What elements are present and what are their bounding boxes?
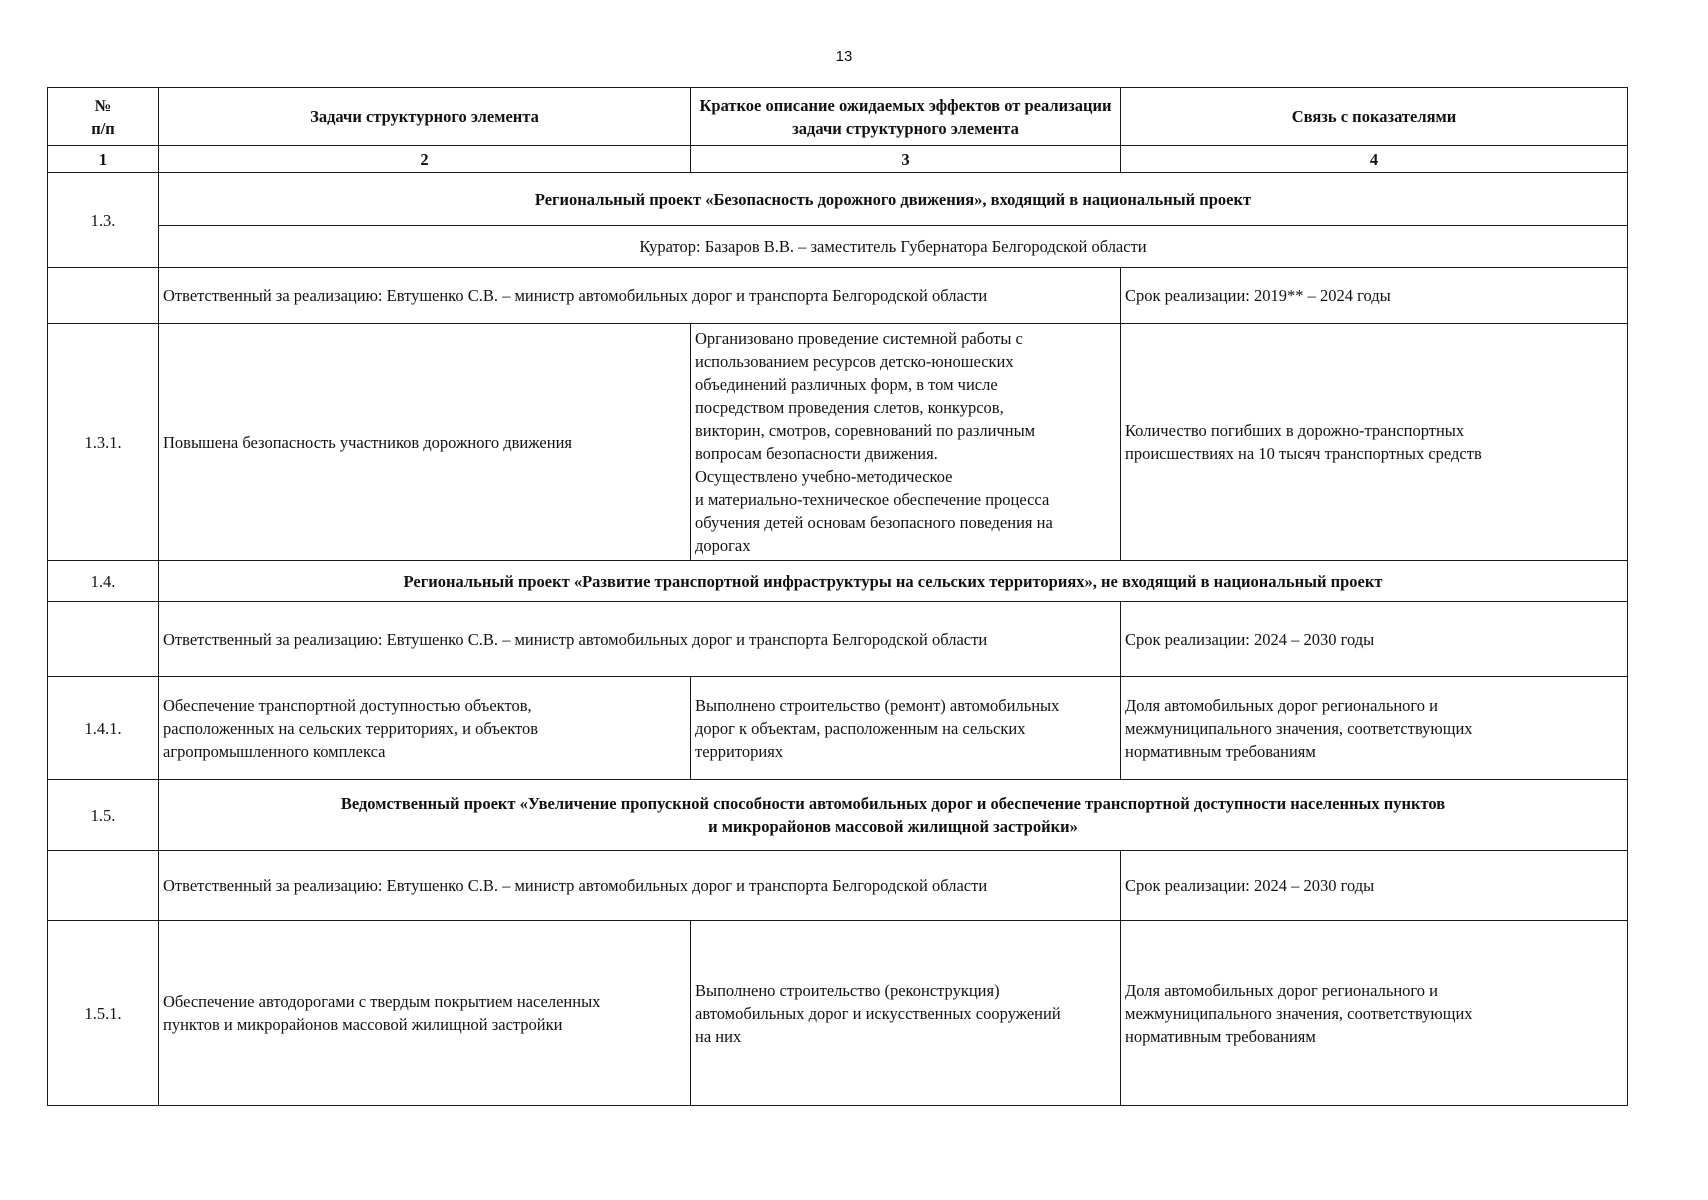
effects-line: Выполнено строительство (ремонт) автомобильных — [695, 695, 1060, 715]
header-tasks: Задачи структурного элемента — [159, 88, 691, 146]
column-numbers-row — [48, 146, 1628, 173]
empty-index-cell — [48, 268, 159, 324]
indicator-line: происшествиях на 10 тысяч транспортных средств — [1125, 444, 1482, 463]
responsible-text: Ответственный за реализацию: Евтушенко С.В. – министр автомобильных дорог и транспорта Белгородской области — [159, 851, 1121, 921]
indicator-line: нормативным требованиям — [1125, 1026, 1316, 1046]
effects-line: объединений различных форм, в том числе — [695, 375, 998, 394]
effects-line: использованием ресурсов детско-юношеских — [695, 352, 1014, 371]
task-cell: Повышена безопасность участников дорожного движения — [159, 324, 691, 561]
section-title-row — [48, 173, 1628, 226]
effects-line: Осуществлено учебно-методическое — [695, 467, 953, 486]
table-row — [48, 921, 1628, 1106]
indicators-cell — [1121, 324, 1628, 561]
table-header-row — [48, 88, 1628, 146]
responsible-row — [48, 602, 1628, 677]
task-cell — [159, 677, 691, 780]
column-number: 4 — [1121, 146, 1628, 173]
term-text: Срок реализации: 2024 – 2030 годы — [1121, 851, 1628, 921]
row-index: 1.3.1. — [48, 324, 159, 561]
effects-line: Выполнено строительство (реконструкция) — [695, 980, 1000, 1000]
effects-line: дорогах — [695, 536, 751, 555]
structural-elements-table — [47, 87, 1628, 1106]
task-line: Обеспечение транспортной доступностью объектов, — [163, 695, 532, 715]
task-line: расположенных на сельских территориях, и объектов — [163, 718, 539, 738]
section-index: 1.5. — [48, 780, 159, 851]
task-cell — [159, 921, 691, 1106]
indicators-cell — [1121, 677, 1628, 780]
indicator-line: Количество погибших в дорожно-транспортных — [1125, 421, 1465, 440]
indicator-line: Доля автомобильных дорог регионального и — [1125, 695, 1438, 715]
column-number: 2 — [159, 146, 691, 173]
task-line: агропромышленного комплекса — [163, 741, 386, 761]
page-number: 13 — [835, 48, 853, 65]
section-title: Региональный проект «Безопасность дорожного движения», входящий в национальный проект — [159, 173, 1628, 226]
table-row — [48, 677, 1628, 780]
header-indicators: Связь с показателями — [1121, 88, 1628, 146]
effects-cell — [691, 921, 1121, 1106]
effects-line: дорог к объектам, расположенным на сельских — [695, 718, 1026, 738]
indicators-cell — [1121, 921, 1628, 1106]
row-index: 1.5.1. — [48, 921, 159, 1106]
header-effects: Краткое описание ожидаемых эффектов от реализации задачи структурного элемента — [691, 88, 1121, 146]
indicator-line: нормативным требованиям — [1125, 741, 1316, 761]
row-index: 1.4.1. — [48, 677, 159, 780]
effects-cell — [691, 677, 1121, 780]
header-number: № п/п — [48, 88, 159, 146]
effects-cell — [691, 324, 1121, 561]
section-title-row — [48, 561, 1628, 602]
effects-line: и материально-техническое обеспечение процесса — [695, 490, 1050, 509]
effects-line: вопросам безопасности движения. — [695, 444, 938, 463]
responsible-row — [48, 851, 1628, 921]
responsible-row — [48, 268, 1628, 324]
table-row — [48, 324, 1628, 561]
effects-line: обучения детей основам безопасного поведения на — [695, 513, 1053, 532]
empty-index-cell — [48, 602, 159, 677]
effects-line: территориях — [695, 741, 784, 761]
curator-row — [48, 226, 1628, 268]
section-title-row — [48, 780, 1628, 851]
column-number: 1 — [48, 146, 159, 173]
column-number: 3 — [691, 146, 1121, 173]
indicator-line: Доля автомобильных дорог регионального и — [1125, 980, 1438, 1000]
section-title — [159, 780, 1628, 851]
effects-line: викторин, смотров, соревнований по различным — [695, 421, 1036, 440]
responsible-text: Ответственный за реализацию: Евтушенко С.В. – министр автомобильных дорог и транспорта Белгородской области — [159, 268, 1121, 324]
section-title: Региональный проект «Развитие транспортной инфраструктуры на сельских территориях», не входящий в национальный проект — [159, 561, 1628, 602]
task-line: Обеспечение автодорогами с твердым покрытием населенных — [163, 992, 601, 1011]
section-index: 1.3. — [48, 173, 159, 268]
section-title-line: и микрорайонов массовой жилищной застройки» — [708, 817, 1078, 836]
indicator-line: межмуниципального значения, соответствующих — [1125, 718, 1473, 738]
curator-text: Куратор: Базаров В.В. – заместитель Губернатора Белгородской области — [159, 226, 1628, 268]
section-title-line: Ведомственный проект «Увеличение пропускной способности автомобильных дорог и обеспечение транспортной доступности населенных пунктов — [340, 794, 1446, 813]
effects-line: Организовано проведение системной работы с — [695, 329, 1023, 348]
indicator-line: межмуниципального значения, соответствующих — [1125, 1003, 1473, 1023]
effects-line: автомобильных дорог и искусственных сооружений — [695, 1003, 1061, 1023]
empty-index-cell — [48, 851, 159, 921]
term-text: Срок реализации: 2019** – 2024 годы — [1121, 268, 1628, 324]
responsible-text: Ответственный за реализацию: Евтушенко С.В. – министр автомобильных дорог и транспорта Белгородской области — [159, 602, 1121, 677]
effects-line: на них — [695, 1026, 742, 1046]
term-text: Срок реализации: 2024 – 2030 годы — [1121, 602, 1628, 677]
effects-line: посредством проведения слетов, конкурсов, — [695, 398, 1004, 417]
task-line: пунктов и микрорайонов массовой жилищной застройки — [163, 1015, 563, 1034]
section-index: 1.4. — [48, 561, 159, 602]
